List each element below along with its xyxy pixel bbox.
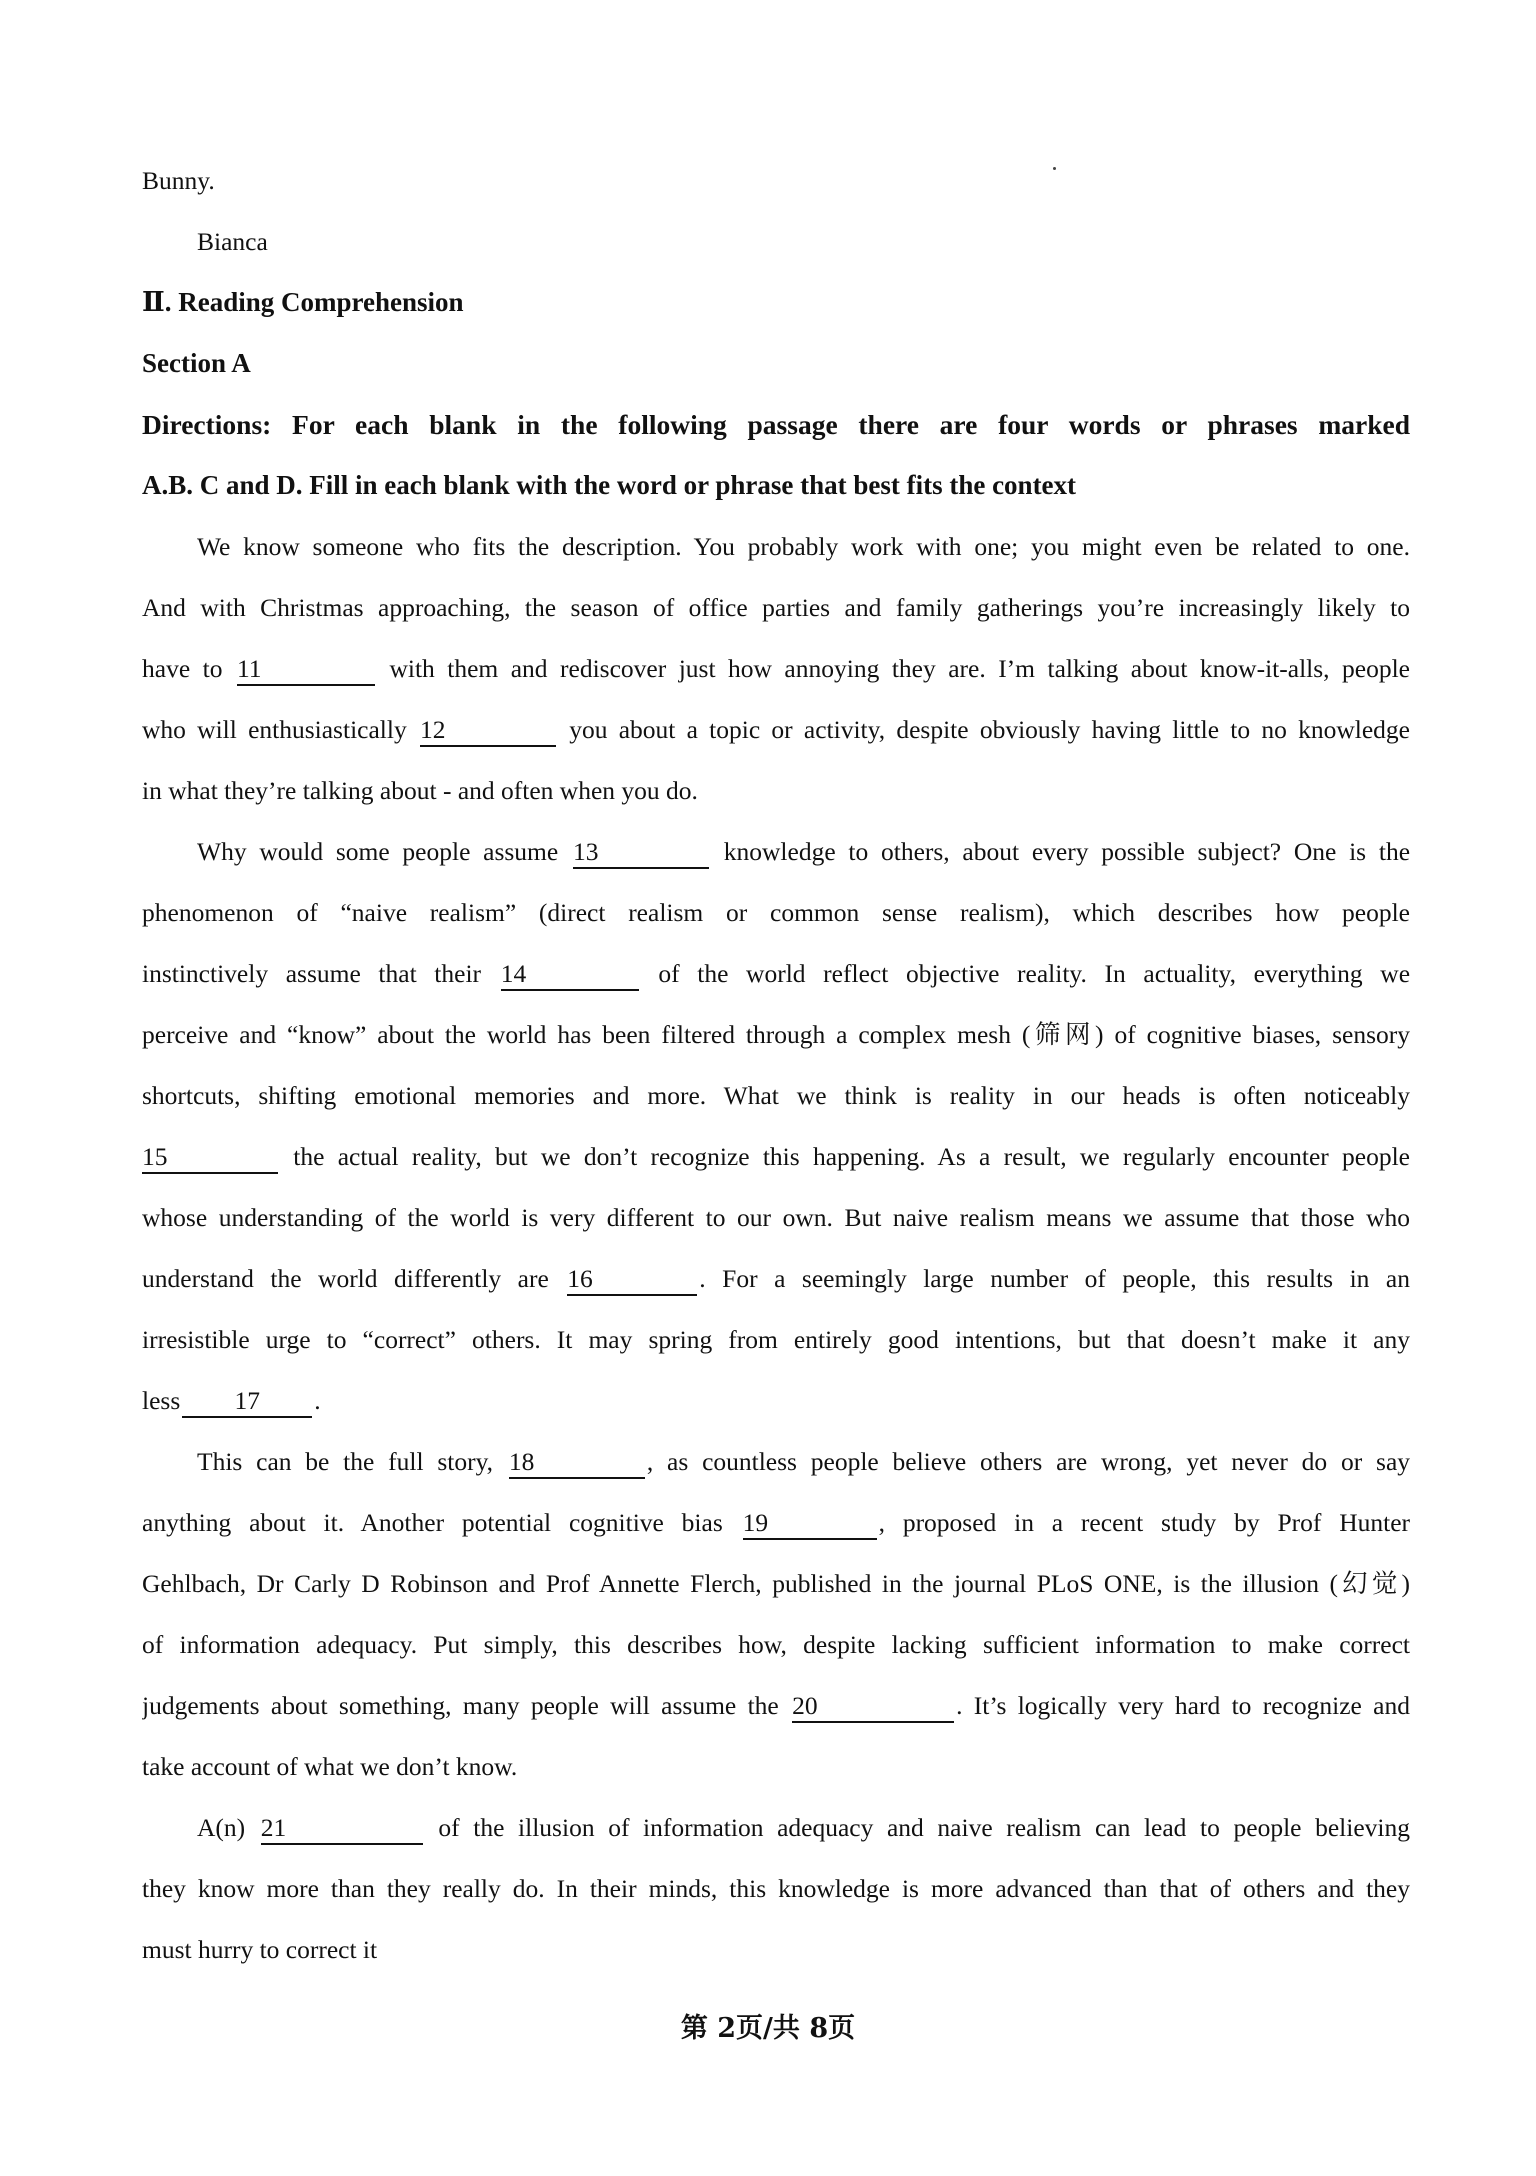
- page-content: [142, 150, 1410, 1980]
- passage-line: [142, 1675, 1410, 1736]
- line-text: with them and rediscover just how annoying they are. I’m talking about know-it-alls, people: [389, 654, 1410, 683]
- passage-line: We know someone who fits the description. You probably work with one; you might even be related to one.: [197, 532, 1410, 561]
- part-heading: Ⅱ. Reading Comprehension: [142, 287, 464, 317]
- line-text: , as countless people believe others are wrong, yet never do or say: [646, 1447, 1410, 1476]
- passage-line: they know more than they really do. In their minds, this knowledge is more advanced than that of others and they: [142, 1874, 1410, 1903]
- passage-line: [142, 699, 1410, 760]
- line-text: anything about it. Another potential cognitive bias: [142, 1508, 723, 1537]
- passage-line: phenomenon of “naive realism” (direct realism or common sense realism), which describes how people: [142, 898, 1410, 927]
- passage-line: [142, 943, 1410, 1004]
- line-text: the actual reality, but we don’t recognize this happening. As a result, we regularly encounter people: [293, 1142, 1410, 1171]
- line-text: A(n): [197, 1813, 246, 1842]
- line-text: . For a seemingly large number of people, this results in an: [699, 1264, 1410, 1293]
- line-text: instinctively assume that their: [142, 959, 482, 988]
- passage-line: [142, 1126, 1410, 1187]
- passage-line: [142, 638, 1410, 699]
- passage-line: Gehlbach, Dr Carly D Robinson and Prof Annette Flerch, published in the journal PLoS ONE, is the illusion (幻觉): [142, 1569, 1410, 1598]
- passage-line: whose understanding of the world is very different to our own. But naive realism means we assume that those who: [142, 1203, 1410, 1232]
- passage-line: perceive and “know” about the world has been filtered through a complex mesh (筛网) of cognitive biases, sensory: [142, 1020, 1410, 1049]
- line-text: . It’s logically very hard to recognize and: [956, 1691, 1410, 1720]
- letter-closing-line: Bunny.: [142, 166, 215, 195]
- line-text: This can be the full story,: [197, 1447, 494, 1476]
- line-text: of the illusion of information adequacy and naive realism can lead to people believing: [438, 1813, 1410, 1842]
- blank-13: 13: [573, 837, 709, 869]
- line-text: you about a topic or activity, despite obviously having little to no knowledge: [569, 715, 1410, 744]
- passage-line: of information adequacy. Put simply, this describes how, despite lacking sufficient information to make correct: [142, 1630, 1410, 1659]
- blank-20: 20: [792, 1691, 954, 1723]
- line-text: understand the world differently are: [142, 1264, 549, 1293]
- line-text: judgements about something, many people will assume the: [142, 1691, 779, 1720]
- blank-11: 11: [237, 654, 375, 686]
- blank-18: 18: [509, 1447, 645, 1479]
- passage-line: [142, 1248, 1410, 1309]
- directions-line-2: A.B. C and D. Fill in each blank with the word or phrase that best fits the context: [142, 470, 1077, 500]
- page-number-footer: 第 2页/共 8页: [680, 2013, 856, 2044]
- blank-14: 14: [501, 959, 639, 991]
- blank-16: 16: [567, 1264, 697, 1296]
- passage-line: in what they’re talking about - and often when you do.: [142, 776, 698, 805]
- passage-line: And with Christmas approaching, the season of office parties and family gatherings you’re increasingly likely to: [142, 593, 1410, 622]
- passage-line: must hurry to correct it: [142, 1935, 378, 1964]
- blank-19: 19: [743, 1508, 877, 1540]
- line-text: Why would some people assume: [197, 837, 559, 866]
- blank-17: 17: [182, 1386, 312, 1418]
- passage-line: [142, 1492, 1410, 1553]
- line-text: .: [314, 1386, 321, 1415]
- letter-signature: Bianca: [197, 227, 268, 256]
- directions-line-1: Directions: For each blank in the following passage there are four words or phrases marked: [142, 409, 1410, 440]
- blank-12: 12: [420, 715, 556, 747]
- passage-line: shortcuts, shifting emotional memories and more. What we think is reality in our heads is often noticeably: [142, 1081, 1410, 1110]
- section-heading: Section A: [142, 348, 251, 378]
- line-text: , proposed in a recent study by Prof Hunter: [878, 1508, 1410, 1537]
- line-text: have to: [142, 654, 223, 683]
- passage-line: take account of what we don’t know.: [142, 1752, 518, 1781]
- passage-line: irresistible urge to “correct” others. It may spring from entirely good intentions, but that doesn’t make it any: [142, 1325, 1410, 1354]
- blank-21: 21: [261, 1813, 423, 1845]
- passage-line: [142, 1431, 1410, 1492]
- passage-line: [142, 821, 1410, 882]
- passage-line: [142, 1797, 1410, 1858]
- line-text: of the world reflect objective reality. In actuality, everything we: [658, 959, 1410, 988]
- line-text: less: [142, 1386, 181, 1415]
- line-text: who will enthusiastically: [142, 715, 407, 744]
- line-text: knowledge to others, about every possible subject? One is the: [723, 837, 1410, 866]
- passage-line: [142, 1370, 1410, 1431]
- blank-15: 15: [142, 1142, 278, 1174]
